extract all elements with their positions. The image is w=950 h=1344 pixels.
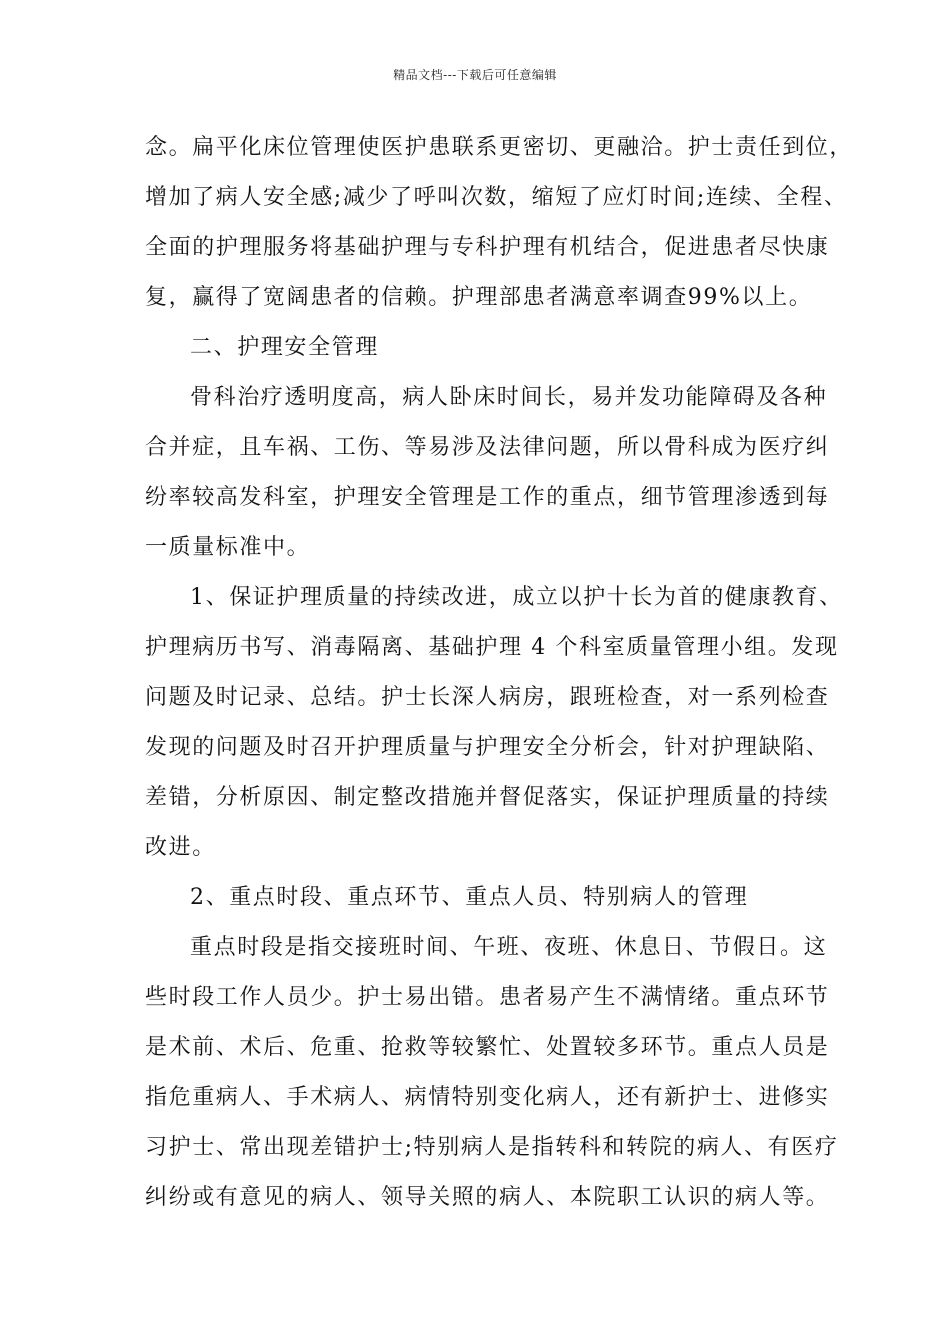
text-line: 问题及时记录、总结。护士长深人病房，跟班检查，对一系列检查 xyxy=(145,685,830,710)
text-line: 重点时段是指交接班时间、午班、夜班、休息日、节假日。这 xyxy=(190,935,828,960)
text-line: 习护士、常出现差错护士;特别病人是指转科和转院的病人、有医疗 xyxy=(145,1135,839,1160)
text-line: 纠纷或有意见的病人、领导关照的病人、本院职工认识的病人等。 xyxy=(145,1185,830,1210)
paragraph xyxy=(145,130,854,330)
text-line: 全面的护理服务将基础护理与专科护理有机结合，促进患者尽快康 xyxy=(145,235,830,260)
text-line: 合并症，且车祸、工伤、等易涉及法律问题，所以骨科成为医疗纠 xyxy=(145,435,830,460)
paragraph xyxy=(145,380,830,580)
text-line: 纷率较高发科室，护理安全管理是工作的重点，细节管理渗透到每 xyxy=(145,485,830,510)
text-line: 发现的问题及时召开护理质量与护理安全分析会，针对护理缺陷、 xyxy=(145,735,830,760)
text-line: 些时段工作人员少。护士易出错。患者易产生不满情绪。重点环节 xyxy=(145,985,830,1010)
text-line: 指危重病人、手术病人、病情特别变化病人，还有新护士、进修实 xyxy=(145,1085,830,1110)
subsection-heading xyxy=(145,880,815,930)
paragraph xyxy=(145,580,843,880)
section-heading xyxy=(145,330,815,380)
text-line: 增加了病人安全感;减少了呼叫次数，缩短了应灯时间;连续、全程、 xyxy=(145,185,848,210)
page-header: 精品文档---下载后可任意编辑 xyxy=(393,68,557,82)
heading-line: 二、护理安全管理 xyxy=(190,335,379,360)
text-line: 骨科治疗透明度高，病人卧床时间长，易并发功能障碍及各种 xyxy=(190,385,828,410)
text-line: 改进。 xyxy=(145,835,216,860)
text-line: 一质量标准中。 xyxy=(145,535,311,560)
heading-line: 2、重点时段、重点环节、重点人员、特别病人的管理 xyxy=(190,885,749,910)
text-line: 复，赢得了宽阔患者的信赖。护理部患者满意率调查99%以上。 xyxy=(145,285,813,310)
text-line: 是术前、术后、危重、抢救等较繁忙、处置较多环节。重点人员是 xyxy=(145,1035,830,1060)
paragraph xyxy=(145,930,839,1230)
text-line: 1、保证护理质量的持续改进，成立以护十长为首的健康教育、 xyxy=(190,585,843,610)
document-body xyxy=(145,130,854,1230)
text-line: 差错，分析原因、制定整改措施并督促落实，保证护理质量的持续 xyxy=(145,785,830,810)
text-line: 念。扁平化床位管理使医护患联系更密切、更融洽。护士责任到位， xyxy=(145,135,854,160)
text-line: 护理病历书写、消毒隔离、基础护理 4 个科室质量管理小组。发现 xyxy=(145,635,839,660)
